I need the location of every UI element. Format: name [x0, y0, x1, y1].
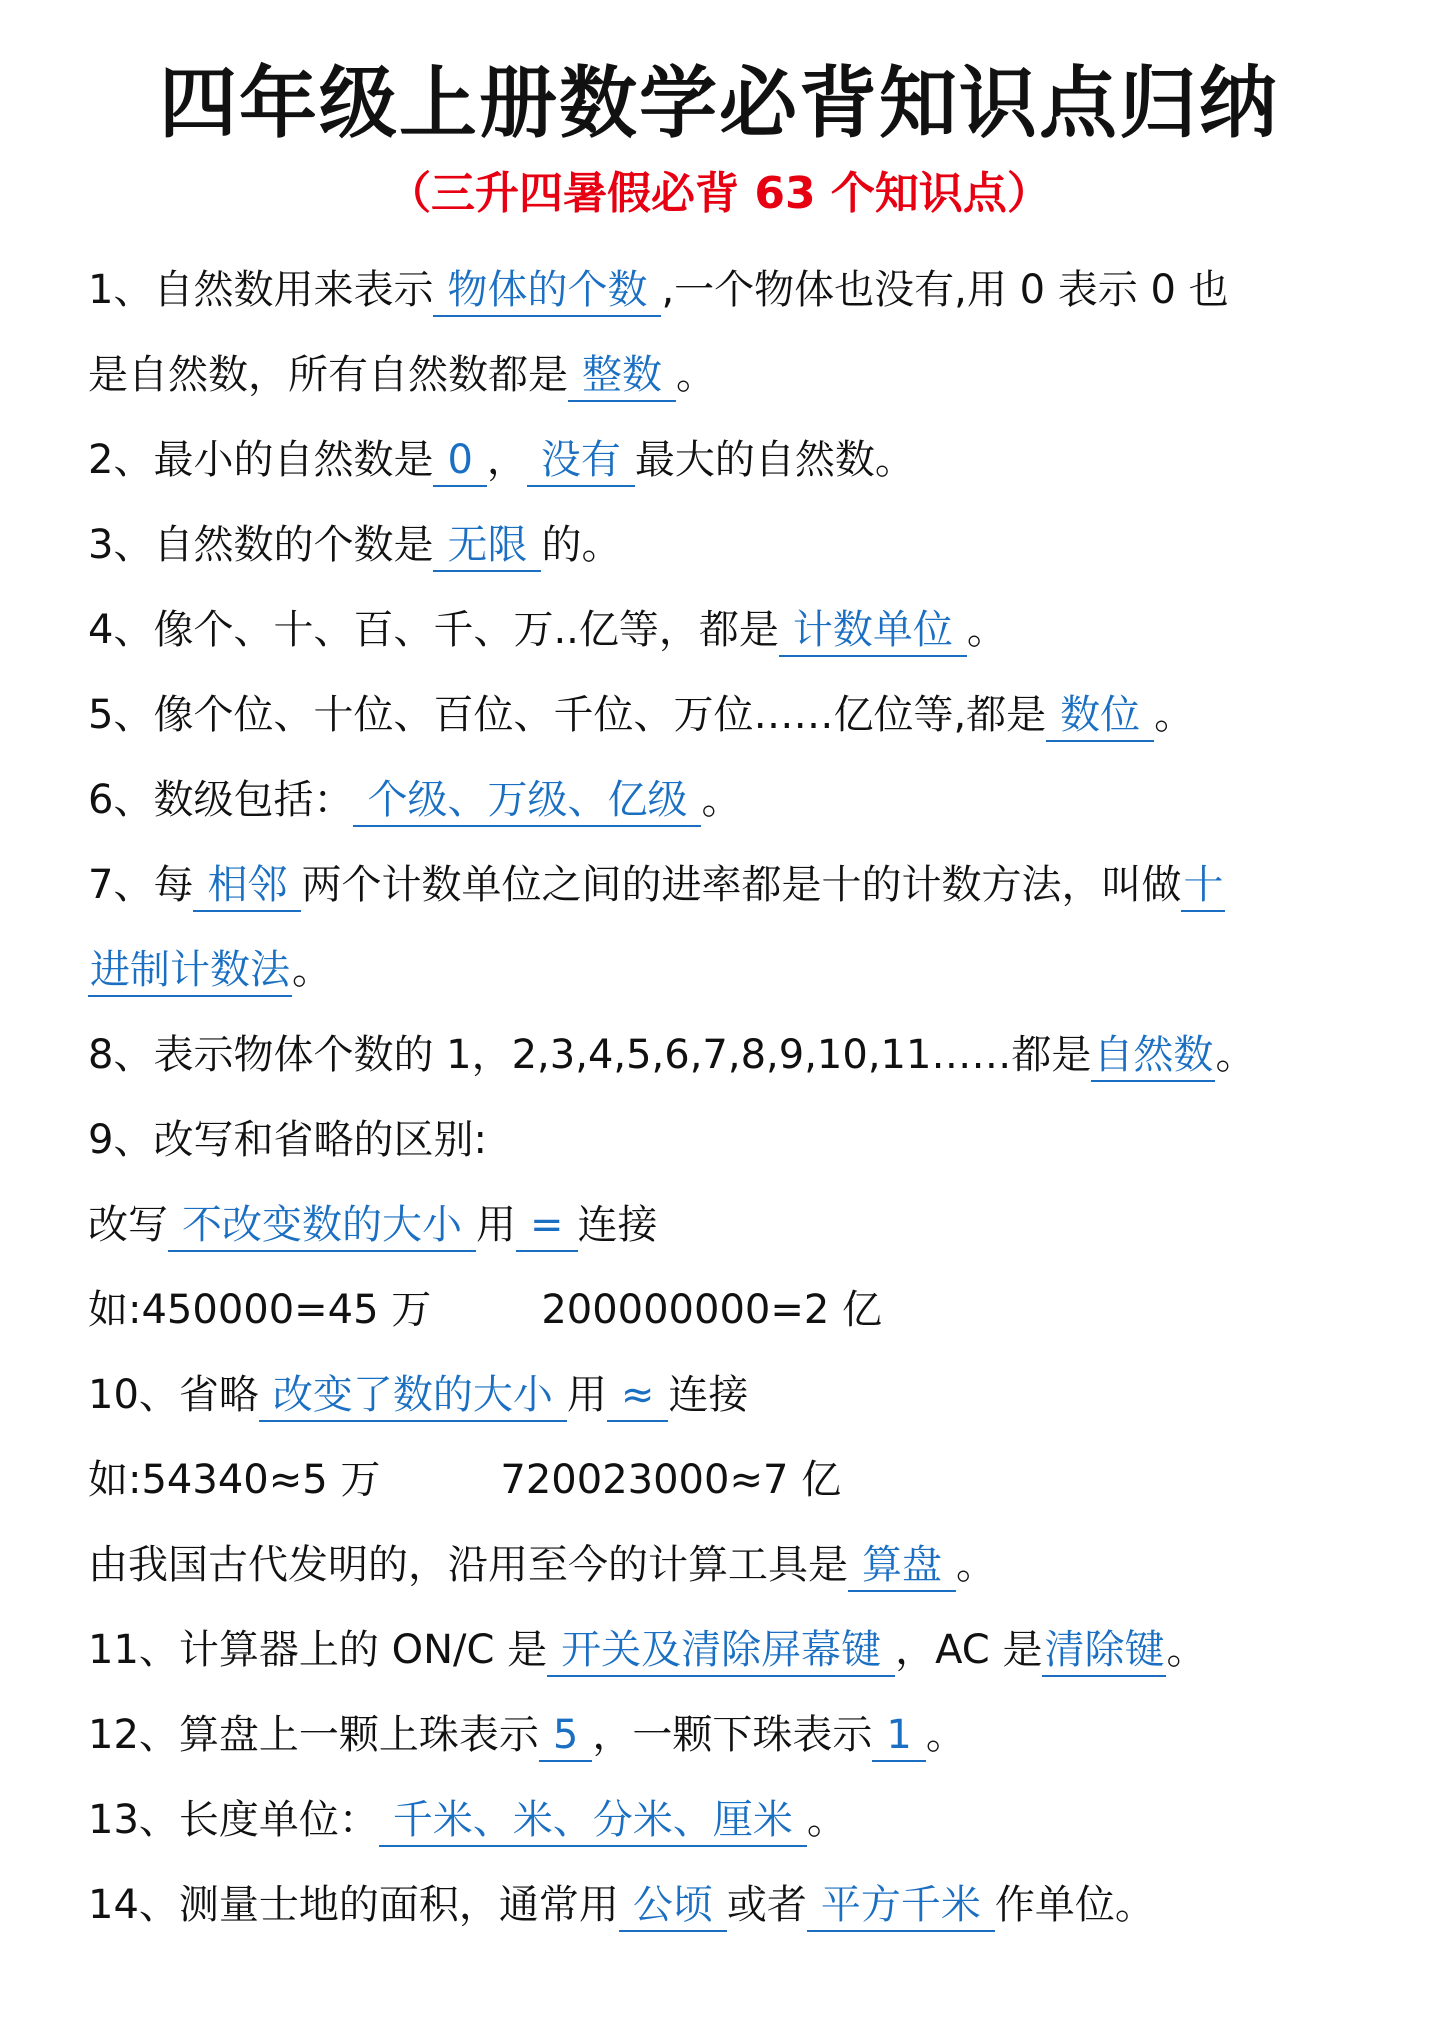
text: 。 [676, 352, 716, 398]
text: 。 [1154, 692, 1195, 738]
answer-blank: 千米、米、分米、厘米 [379, 1797, 807, 1847]
line-20 [88, 1881, 1358, 1929]
text: 作单位。 [994, 1882, 1155, 1928]
text: 。 [806, 1797, 847, 1843]
page-title: 四年级上册数学必背知识点归纳 [158, 59, 1279, 149]
line-9 [88, 946, 1358, 994]
text: 最大的自然数。 [634, 437, 915, 483]
text: 2、最小的自然数是 [88, 437, 434, 483]
line-6 [88, 691, 1358, 739]
text: ，一颗下珠表示 [592, 1712, 873, 1758]
text: 12、算盘上一颗上珠表示 [88, 1712, 539, 1758]
answer-blank: 开关及清除屏幕键 [547, 1627, 895, 1677]
text: 。 [956, 1542, 996, 1588]
text: 。 [925, 1712, 966, 1758]
answer-blank: 自然数 [1091, 1032, 1215, 1082]
answer-blank: 整数 [568, 352, 676, 402]
answer-blank: 相邻 [193, 862, 301, 912]
text: 720023000≈7 亿 [500, 1457, 842, 1503]
line-13 [88, 1286, 1358, 1334]
page-subtitle: （三升四暑假必背 63 个知识点） [387, 168, 1051, 219]
answer-blank: 0 [433, 437, 486, 487]
answer-blank: 计数单位 [779, 607, 967, 657]
answer-blank: 算盘 [848, 1542, 956, 1592]
line-18 [88, 1711, 1358, 1759]
text: 。 [1215, 1032, 1256, 1078]
line-1 [88, 266, 1358, 314]
text: 13、长度单位： [88, 1797, 379, 1843]
text: 用 [566, 1372, 607, 1418]
answer-blank: 无限 [433, 522, 541, 572]
answer-blank: 没有 [527, 437, 635, 487]
answer-blank: 清除键 [1042, 1627, 1166, 1677]
text: 如:450000=45 万 [88, 1287, 432, 1333]
line-3 [88, 436, 1358, 484]
text: 。 [701, 777, 742, 823]
text: 6、数级包括： [88, 777, 354, 823]
text: 200000000=2 亿 [541, 1287, 883, 1333]
text: 11、计算器上的 ON/C 是 [88, 1627, 548, 1673]
text: 或者 [726, 1882, 807, 1928]
text: 连接 [668, 1372, 749, 1418]
text: 连接 [577, 1202, 658, 1248]
answer-blank: 改变了数的大小 [259, 1372, 567, 1422]
answer-blank: 十 [1181, 862, 1225, 912]
text: ，AC 是 [895, 1627, 1043, 1673]
text: 。 [966, 607, 1007, 653]
text: 改写 [88, 1202, 168, 1248]
line-16 [88, 1541, 1358, 1589]
answer-blank: 5 [539, 1712, 592, 1762]
answer-blank: 不改变数的大小 [168, 1202, 476, 1252]
text: 用 [476, 1202, 516, 1248]
answer-blank: ≈ [607, 1372, 669, 1422]
text: 14、测量士地的面积，通常用 [88, 1882, 619, 1928]
text: 的。 [541, 522, 622, 568]
text: 10、省略 [88, 1372, 259, 1418]
line-15 [88, 1456, 1358, 1504]
text: ， [486, 437, 527, 483]
line-14 [88, 1371, 1358, 1419]
text: 1、自然数用来表示 [88, 267, 434, 313]
answer-blank: 进制计数法 [88, 947, 292, 997]
answer-blank: 1 [872, 1712, 925, 1762]
text: 。 [1166, 1627, 1207, 1673]
line-19 [88, 1796, 1358, 1844]
line-17 [88, 1626, 1358, 1674]
line-7 [88, 776, 1358, 824]
line-2 [88, 351, 1358, 399]
text: 4、像个、十、百、千、万..亿等，都是 [88, 607, 779, 653]
line-10 [88, 1031, 1358, 1079]
line-8 [88, 861, 1358, 909]
text: 是自然数，所有自然数都是 [88, 352, 568, 398]
text: 如:54340≈5 万 [88, 1457, 381, 1503]
text: 5、像个位、十位、百位、千位、万位……亿位等,都是 [88, 692, 1047, 738]
text: 8、表示物体个数的 1，2,3,4,5,6,7,8,9,10,11……都是 [88, 1032, 1092, 1078]
line-5 [88, 606, 1358, 654]
line-11 [88, 1116, 1358, 1164]
answer-blank: = [516, 1202, 578, 1252]
text: 9、改写和省略的区别: [88, 1117, 487, 1163]
text: 。 [292, 947, 332, 993]
answer-blank: 公顷 [619, 1882, 727, 1932]
text: 两个计数单位之间的进率都是十的计数方法，叫做 [301, 862, 1182, 908]
line-12 [88, 1201, 1358, 1249]
answer-blank: 个级、万级、亿级 [353, 777, 701, 827]
text: 3、自然数的个数是 [88, 522, 434, 568]
answer-blank: 物体的个数 [433, 267, 661, 317]
text: ,一个物体也没有,用 0 表示 0 也 [661, 267, 1229, 313]
text: 7、每 [88, 862, 194, 908]
line-4 [88, 521, 1358, 569]
answer-blank: 数位 [1046, 692, 1154, 742]
answer-blank: 平方千米 [807, 1882, 995, 1932]
text: 由我国古代发明的，沿用至今的计算工具是 [88, 1542, 848, 1588]
